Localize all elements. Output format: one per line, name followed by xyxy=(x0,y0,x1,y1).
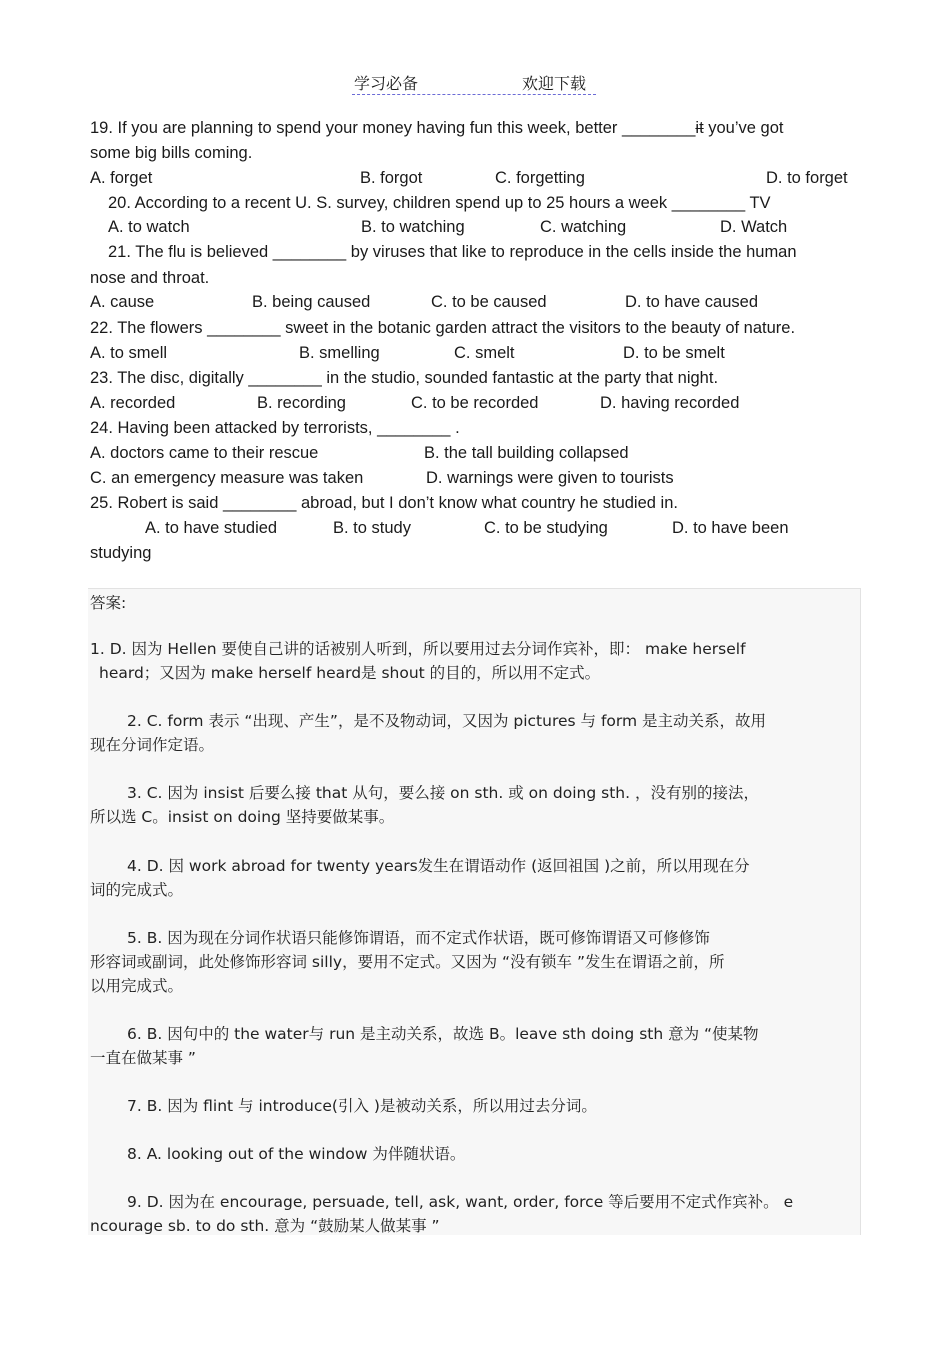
question-25-last-line: studying xyxy=(90,544,152,562)
option: B. being caused xyxy=(252,293,371,311)
header-right-text: 欢迎下载 xyxy=(522,74,587,93)
answer-1 xyxy=(90,637,858,685)
question-19-line1 xyxy=(90,116,865,141)
q19-stem: 19. If you are planning to spend your money having fun this week, better ________ xyxy=(90,119,696,137)
answer-line: ncourage sb. to do sth. 意为 “鼓励某人做某事 ” xyxy=(90,1217,440,1235)
option: C. an emergency measure was taken xyxy=(90,469,364,487)
q19-stem-end: you’ve got xyxy=(703,119,784,137)
option: B. the tall building collapsed xyxy=(424,444,629,462)
option: D. to have caused xyxy=(625,293,758,311)
answer-line: 7. B. 因为 flint 与 introduce(引入 )是被动关系，所以用过去分词。 xyxy=(127,1097,597,1115)
option: D. to be smelt xyxy=(623,344,725,362)
option: A. doctors came to their rescue xyxy=(90,444,319,462)
question-23-line1: 23. The disc, digitally ________ in the studio, sounded fantastic at the party that night. xyxy=(90,369,719,387)
q19-strike-text: it xyxy=(695,119,704,137)
answer-2 xyxy=(90,709,858,757)
answer-title: 答案: xyxy=(90,594,127,612)
option: C. to be caused xyxy=(431,293,547,311)
option: D. having recorded xyxy=(600,394,740,412)
answer-line: 以用完成式。 xyxy=(90,977,184,995)
option: B. recording xyxy=(257,394,346,412)
answer-7 xyxy=(90,1094,858,1118)
option: B. smelling xyxy=(299,344,380,362)
answer-line: 1. D. 因为 Hellen 要使自己讲的话被别人听到，所以要用过去分词作宾补，即： make herself xyxy=(90,640,746,658)
answer-line: 6. B. 因句中的 the water与 run 是主动关系，故选 B。leave sth doing sth 意为 “使某物 xyxy=(127,1025,759,1043)
answer-line: 一直在做某事 ” xyxy=(90,1049,196,1067)
option: D. warnings were given to tourists xyxy=(426,469,674,487)
question-21-line2: nose and throat. xyxy=(90,269,210,287)
option: C. watching xyxy=(540,218,627,236)
option: A. cause xyxy=(90,293,155,311)
question-19-line2: some big bills coming. xyxy=(90,144,253,162)
answer-line: 现在分词作定语。 xyxy=(90,736,215,754)
answer-line: 所以选 C。insist on doing 坚持要做某事。 xyxy=(90,808,395,826)
answer-4 xyxy=(90,854,858,902)
answer-3 xyxy=(90,781,858,829)
answer-6 xyxy=(90,1022,858,1070)
answer-line: 2. C. form 表示 “出现、产生”，是不及物动词，又因为 pictures 与 form 是主动关系，故用 xyxy=(127,712,767,730)
question-22-line1: 22. The flowers ________ sweet in the botanic garden attract the visitors to the beauty of nature. xyxy=(90,319,796,337)
answer-line: 词的完成式。 xyxy=(90,881,184,899)
question-25-line1: 25. Robert is said ________ abroad, but I don’t know what country he studied in. xyxy=(90,494,678,512)
option: D. to forget xyxy=(766,169,848,187)
answer-line: 形容词或副词，此处修饰形容词 silly，要用不定式。又因为 “没有锁车 ”发生在谓语之前，所 xyxy=(90,953,725,971)
option: C. forgetting xyxy=(495,169,585,187)
answer-5 xyxy=(90,926,858,998)
answer-line: 3. C. 因为 insist 后要么接 that 从句，要么接 on sth. 或 on doing sth. ，没有别的接法， xyxy=(127,784,759,802)
option: B. to watching xyxy=(361,218,465,236)
option: C. to be recorded xyxy=(411,394,539,412)
option: B. to study xyxy=(333,519,411,537)
question-24-line1: 24. Having been attacked by terrorists, ________ . xyxy=(90,419,460,437)
answer-section xyxy=(88,588,861,1235)
answer-9 xyxy=(90,1190,858,1235)
answer-line: heard；又因为 make herself heard是 shout 的目的，所以用不定式。 xyxy=(99,664,601,682)
answer-8 xyxy=(90,1142,858,1166)
option: A. recorded xyxy=(90,394,176,412)
page-header xyxy=(352,70,596,95)
answer-line: 5. B. 因为现在分词作状语只能修饰谓语，而不定式作状语，既可修饰谓语又可修修饰 xyxy=(127,929,710,947)
option: C. to be studying xyxy=(484,519,608,537)
answer-line: 4. D. 因 work abroad for twenty years发生在谓语动作 (返回祖国 )之前，所以用现在分 xyxy=(127,857,750,875)
option: D. Watch xyxy=(720,218,788,236)
option: A. to have studied xyxy=(145,519,278,537)
question-20-line1: 20. According to a recent U. S. survey, children spend up to 25 hours a week ________ TV xyxy=(108,194,771,212)
header-left-text: 学习必备 xyxy=(354,74,419,93)
option: A. to watch xyxy=(108,218,190,236)
option: C. smelt xyxy=(454,344,515,362)
answer-line: 9. D. 因为在 encourage, persuade, tell, ask, want, order, force 等后要用不定式作宾补。 e xyxy=(127,1193,794,1211)
option: D. to have been xyxy=(672,519,789,537)
option: A. forget xyxy=(90,169,153,187)
question-21-line1: 21. The flu is believed ________ by viruses that like to reproduce in the cells inside the human xyxy=(108,243,797,261)
answer-line: 8. A. looking out of the window 为伴随状语。 xyxy=(127,1145,466,1163)
option: A. to smell xyxy=(90,344,168,362)
option: B. forgot xyxy=(360,169,423,187)
